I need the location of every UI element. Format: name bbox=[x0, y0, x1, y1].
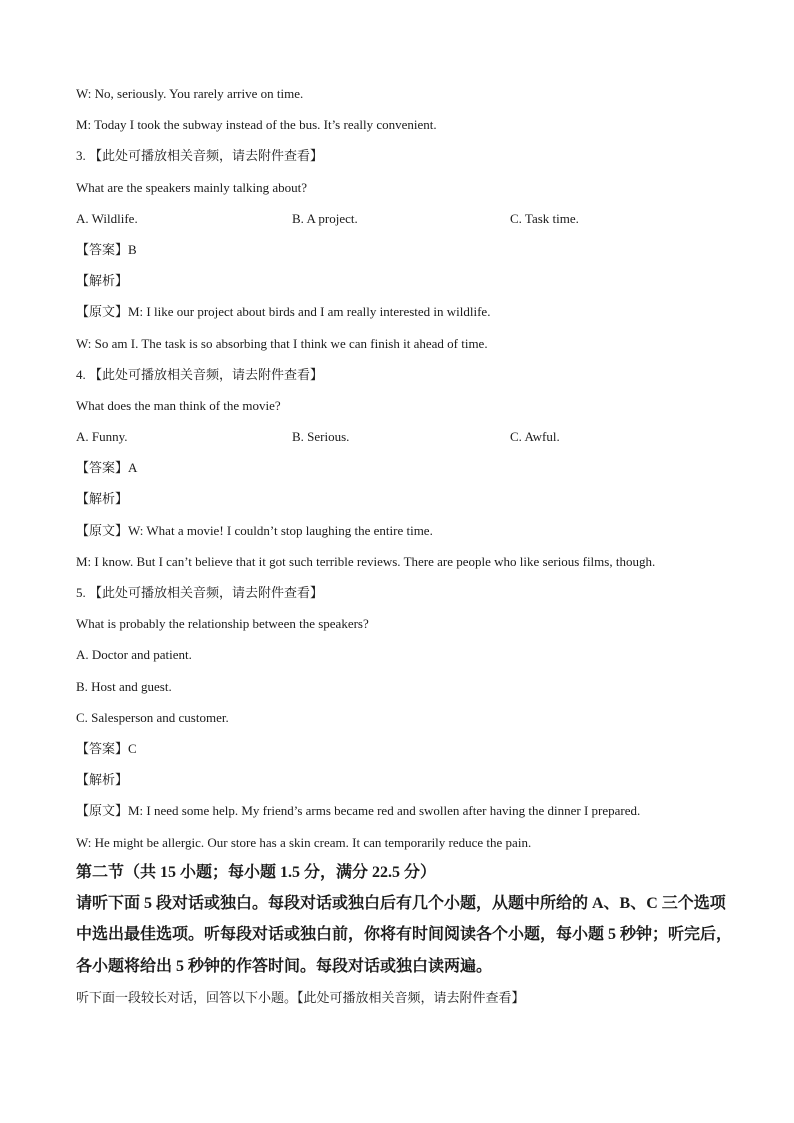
question-5-answer: 【答案】C bbox=[76, 740, 137, 756]
option-c: C. Task time. bbox=[510, 210, 579, 226]
question-5-text: What is probably the relationship between the speakers? bbox=[76, 616, 369, 632]
question-5-script: 【原文】M: I need some help. My friend’s arms became red and swollen after having the dinner I prepared. bbox=[76, 803, 641, 819]
question-3-analysis: 【解析】 bbox=[76, 273, 129, 289]
question-5-analysis: 【解析】 bbox=[76, 772, 129, 788]
option-a: A. Funny. bbox=[76, 429, 128, 445]
question-3-answer: 【答案】B bbox=[76, 241, 137, 257]
option-c: C. Awful. bbox=[510, 429, 560, 445]
section-2-intro[interactable]: 听下面一段较长对话，回答以下小题。【此处可播放相关音频，请去附件查看】 bbox=[76, 990, 525, 1006]
option-b: B. Serious. bbox=[292, 429, 350, 445]
question-3-options bbox=[76, 203, 756, 234]
option-a: A. Doctor and patient. bbox=[76, 647, 192, 663]
question-3-header[interactable]: 3. 【此处可播放相关音频，请去附件查看】 bbox=[76, 148, 324, 164]
question-5-script: W: He might be allergic. Our store has a skin cream. It can temporarily reduce the pain. bbox=[76, 834, 532, 850]
section-2-title: 第二节（共 15 小题；每小题 1.5 分，满分 22.5 分） bbox=[76, 863, 437, 881]
question-4-analysis: 【解析】 bbox=[76, 491, 129, 507]
question-3-script: 【原文】M: I like our project about birds and I am really interested in wildlife. bbox=[76, 304, 491, 320]
question-4-script: M: I know. But I can’t believe that it got such terrible reviews. There are people who like serious films, though. bbox=[76, 553, 656, 569]
dialogue-line: W: No, seriously. You rarely arrive on time. bbox=[76, 86, 304, 101]
option-a: A. Wildlife. bbox=[76, 210, 138, 226]
question-3-script: W: So am I. The task is so absorbing that I think we can finish it ahead of time. bbox=[76, 335, 488, 351]
option-b: B. Host and guest. bbox=[76, 678, 172, 694]
section-2-instructions: 请听下面 5 段对话或独白。每段对话或独白后有几个小题，从题中所给的 A、B、C 三个选项中选出最佳选项。听每段对话或独白前，你将有时间阅读各个小题，每小题 5 秒钟；听完后，各小题将给出 5 秒钟的作答时间。每段对话或独白读两遍。 bbox=[76, 894, 733, 975]
question-5-header[interactable]: 5. 【此处可播放相关音频，请去附件查看】 bbox=[76, 585, 324, 600]
option-c: C. Salesperson and customer. bbox=[76, 709, 229, 725]
question-4-script: 【原文】W: What a movie! I couldn’t stop laughing the entire time. bbox=[76, 522, 433, 538]
document-page bbox=[76, 78, 756, 1013]
question-4-text: What does the man think of the movie? bbox=[76, 397, 281, 413]
question-4-options bbox=[76, 421, 756, 452]
question-3-text: What are the speakers mainly talking about? bbox=[76, 179, 308, 195]
option-b: B. A project. bbox=[292, 210, 358, 226]
question-4-header[interactable]: 4. 【此处可播放相关音频，请去附件查看】 bbox=[76, 366, 324, 382]
dialogue-line: M: Today I took the subway instead of the bus. It’s really convenient. bbox=[76, 117, 437, 133]
question-4-answer: 【答案】A bbox=[76, 460, 138, 476]
